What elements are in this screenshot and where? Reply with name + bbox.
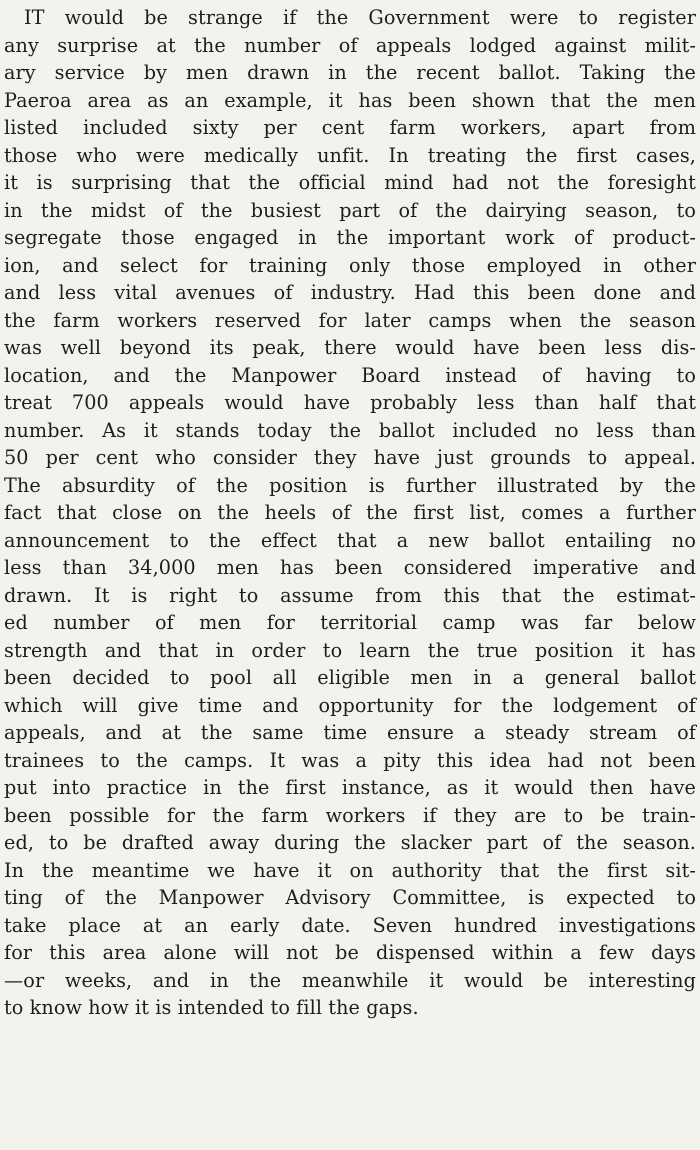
article-line: less than 34,000 men has been considered imperative and bbox=[4, 556, 696, 579]
article-line: ed number of men for territorial camp was far below bbox=[4, 611, 696, 634]
article-line: The absurdity of the position is further illustrated by the bbox=[4, 473, 696, 497]
article-line: listed included sixty per cent farm workers, apart from bbox=[4, 116, 696, 139]
article-line: to know how it is intended to fill the gaps. bbox=[4, 996, 419, 1019]
article-line: been decided to pool all eligible men in a general ballot bbox=[4, 666, 696, 689]
article-line: segregate those engaged in the important work of product- bbox=[4, 226, 696, 249]
article-line: number. As it stands today the ballot included no less than bbox=[4, 418, 696, 442]
article-line: in the midst of the busiest part of the dairying season, to bbox=[4, 198, 696, 222]
article-line: —or weeks, and in the meanwhile it would be interesting bbox=[4, 968, 696, 992]
article-line: Paeroa area as an example, it has been shown that the men bbox=[4, 88, 696, 112]
article-line: trainees to the camps. It was a pity this idea had not been bbox=[4, 748, 696, 772]
article-line: was well beyond its peak, there would have been less dis- bbox=[4, 336, 696, 359]
article-line: location, and the Manpower Board instead of having to bbox=[4, 363, 696, 387]
article-line: ting of the Manpower Advisory Committee, is expected to bbox=[4, 886, 696, 909]
article-line: the farm workers reserved for later camps when the season bbox=[4, 308, 696, 332]
article-line: put into practice in the first instance, as it would then have bbox=[4, 776, 696, 799]
article-line: strength and that in order to learn the true position it has bbox=[4, 638, 696, 662]
article-line: drawn. It is right to assume from this that the estimat- bbox=[4, 583, 696, 607]
article-line: 50 per cent who consider they have just grounds to appeal. bbox=[4, 446, 696, 469]
article-line: it is surprising that the official mind had not the foresight bbox=[4, 171, 696, 194]
article-line: IT would be strange if the Government were to register bbox=[24, 6, 696, 29]
article-line: and less vital avenues of industry. Had this been done and bbox=[4, 281, 696, 304]
article-line: appeals, and at the same time ensure a steady stream of bbox=[4, 721, 696, 744]
article-line: those who were medically unfit. In treating the first cases, bbox=[4, 143, 696, 167]
article-line: ary service by men drawn in the recent ballot. Taking the bbox=[4, 61, 696, 84]
article-line: treat 700 appeals would have probably less than half that bbox=[4, 391, 696, 414]
article-line: ion, and select for training only those employed in other bbox=[4, 253, 696, 277]
editorial-article bbox=[4, 4, 696, 1022]
article-line: for this area alone will not be dispensed within a few days bbox=[4, 941, 696, 964]
article-line: been possible for the farm workers if they are to be train- bbox=[4, 803, 696, 827]
article-line: fact that close on the heels of the first list, comes a further bbox=[4, 501, 696, 524]
article-line: In the meantime we have it on authority that the first sit- bbox=[4, 858, 696, 882]
article-line: announcement to the effect that a new ballot entailing no bbox=[4, 528, 696, 552]
article-line: ed, to be drafted away during the slacker part of the season. bbox=[4, 831, 696, 854]
article-line: take place at an early date. Seven hundred investigations bbox=[4, 913, 696, 937]
article-line: any surprise at the number of appeals lodged against milit- bbox=[4, 33, 696, 57]
article-line: which will give time and opportunity for the lodgement of bbox=[4, 693, 696, 717]
